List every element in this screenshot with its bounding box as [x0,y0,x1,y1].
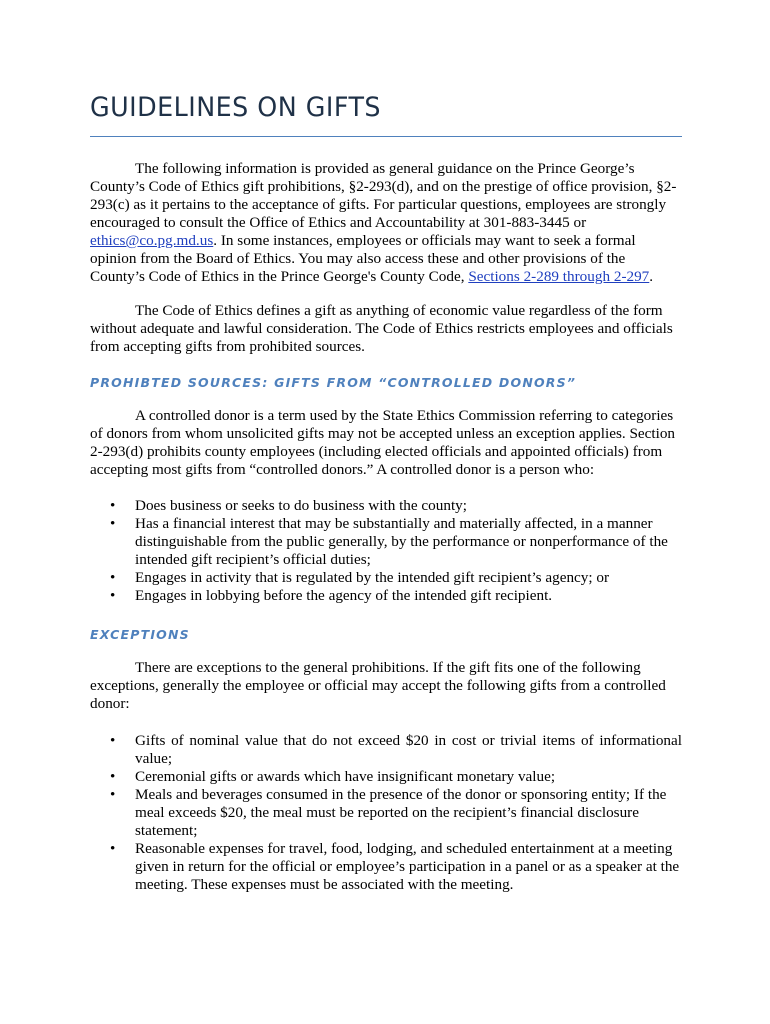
code-sections-link[interactable]: Sections 2-289 through 2-297 [468,268,650,285]
list-item-line: Engages in activity that is regulated by the intended gift recipient’s agency; or [135,569,610,586]
bullet-glyph: • [110,569,116,586]
bullet-glyph: • [110,786,116,803]
exceptions-line-3: donor: [90,695,130,712]
title-underline [90,136,682,137]
list-item [90,587,682,605]
list-item-line: value; [135,750,173,767]
list-item-line: meal exceeds $20, the meal must be reported on the recipient’s financial disclosure [135,804,639,821]
list-item-line: distinguishable from the public generally, by the performance or nonperformance of the [135,533,668,550]
list-item [90,732,682,768]
intro-line-7-end: . [649,268,654,285]
bullet-glyph: • [110,497,116,514]
ethics-email-link[interactable]: ethics@co.pg.md.us [90,232,214,249]
exceptions-paragraph [90,659,682,713]
controlled-donor-line-1: A controlled donor is a term used by the State Ethics Commission referring to categories [135,407,674,424]
intro-line-7 [90,268,682,286]
list-item-line: Ceremonial gifts or awards which have insignificant monetary value; [135,768,556,785]
intro-line-5 [90,232,682,250]
controlled-donor-line-2: of donors from whom unsolicited gifts may not be accepted unless an exception applies. Section [90,425,676,442]
definition-line-1: The Code of Ethics defines a gift as anything of economic value regardless of the form [135,302,663,319]
list-item-line: Reasonable expenses for travel, food, lodging, and scheduled entertainment at a meeting [135,840,673,857]
bullet-glyph: • [110,768,116,785]
list-item [90,768,682,786]
intro-line-4: encouraged to consult the Office of Ethics and Accountability at 301-883-3445 or [90,214,587,231]
bullet-glyph: • [110,840,116,857]
list-item [90,569,682,587]
intro-line-7-text: County’s Code of Ethics in the Prince George's County Code, [90,268,469,285]
list-item-line: Engages in lobbying before the agency of the intended gift recipient. [135,587,553,604]
intro-line-1: The following information is provided as general guidance on the Prince George’s [135,160,635,177]
section-heading-prohibited-sources: PROHIBTED SOURCES: GIFTS FROM “CONTROLLED DONORS” [90,375,577,390]
controlled-donor-list [90,497,682,605]
list-item-line: statement; [135,822,198,839]
list-item-line: Meals and beverages consumed in the presence of the donor or sponsoring entity; If the [135,786,667,803]
controlled-donor-line-4: accepting most gifts from “controlled donors.” A controlled donor is a person who: [90,461,595,478]
list-item [90,840,682,894]
bullet-glyph: • [110,587,116,604]
list-item-line: meeting. These expenses must be associated with the meeting. [135,876,514,893]
intro-line-2: County’s Code of Ethics gift prohibitions, §2-293(d), and on the prestige of office provision, §2- [90,178,677,195]
intro-paragraph [90,160,682,286]
definition-line-2: without adequate and lawful consideration. The Code of Ethics restricts employees and officials [90,320,673,337]
definition-line-3: from accepting gifts from prohibited sources. [90,338,365,355]
exceptions-list [90,732,682,894]
intro-line-6: opinion from the Board of Ethics. You may also access these and other provisions of the [90,250,626,267]
list-item [90,786,682,840]
document-title: GUIDELINES ON GIFTS [90,92,382,123]
controlled-donor-line-3: 2-293(d) prohibits county employees (including elected officials and appointed officials) from [90,443,663,460]
list-item-line: Gifts of nominal value that do not exceed $20 in cost or trivial items of informational [135,732,682,749]
controlled-donor-paragraph [90,407,682,479]
exceptions-line-1: There are exceptions to the general prohibitions. If the gift fits one of the following [135,659,641,676]
definition-paragraph [90,302,682,356]
list-item [90,515,682,569]
list-item-line: Has a financial interest that may be substantially and materially affected, in a manner [135,515,653,532]
section-heading-exceptions: EXCEPTIONS [90,627,190,642]
bullet-glyph: • [110,515,116,532]
exceptions-line-2: exceptions, generally the employee or official may accept the following gifts from a controlled [90,677,666,694]
list-item-line: intended gift recipient’s official duties; [135,551,371,568]
list-item-line: given in return for the official or employee’s participation in a panel or as a speaker at the [135,858,680,875]
bullet-glyph: • [110,732,116,749]
intro-line-3: 293(c) as it pertains to the acceptance of gifts. For particular questions, employees are strongly [90,196,667,213]
intro-line-5-text: . In some instances, employees or officials may want to seek a formal [213,232,636,249]
list-item-line: Does business or seeks to do business with the county; [135,497,467,514]
list-item [90,497,682,515]
